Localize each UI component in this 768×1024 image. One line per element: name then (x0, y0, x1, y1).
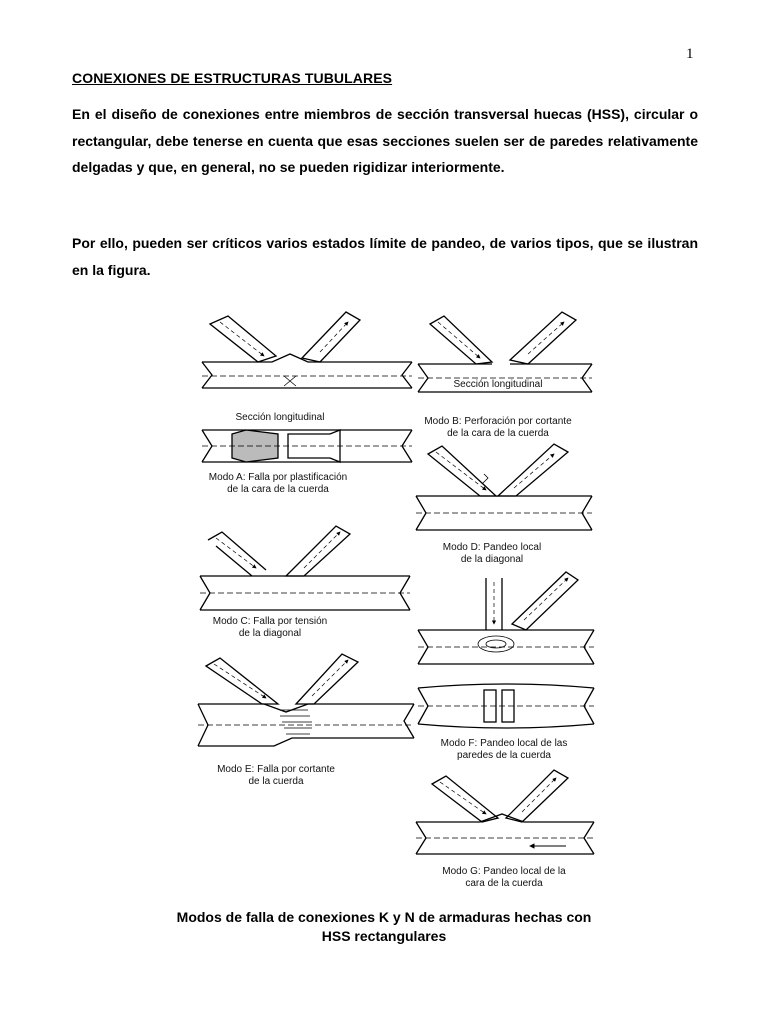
mode-d-caption-line1: Modo D: Pandeo local (442, 542, 542, 553)
mode-c-caption-line2: de la diagonal (238, 628, 302, 639)
page-number: 1 (686, 46, 694, 62)
mode-g-joint-drawing (416, 770, 594, 854)
paragraph-1: En el diseño de conexiones entre miembros de sección transversal huecas (HSS), circular o rectangular, debe tenerse en cuenta que esas secciones suelen ser de paredes relativamente delgadas y que, en general, no se pueden rigidizar interiormente. (72, 106, 698, 175)
paragraph-2: Por ello, pueden ser críticos varios estados límite de pandeo, de varios tipos, que se ilustran en la figura. (72, 235, 698, 278)
mode-a-joint-drawing (202, 312, 412, 388)
mode-f-caption-line1: Modo F: Pandeo local de las (440, 738, 568, 749)
figure-caption-line1: Modos de falla de conexiones K y N de armaduras hechas con (176, 909, 592, 925)
failure-modes-figure (180, 306, 600, 898)
mode-d-joint-drawing (416, 444, 592, 530)
mode-c-joint-drawing (200, 526, 410, 610)
mode-d-caption-line2: de la diagonal (460, 554, 524, 565)
mode-a-caption-line2: de la cara de la cuerda (227, 484, 329, 495)
mode-c-caption-line1: Modo C: Falla por tensión (212, 616, 328, 627)
figure-caption-line2: HSS rectangulares (321, 928, 447, 944)
mode-e-caption-line2: de la cuerda (248, 776, 304, 787)
mode-e-caption-line1: Modo E: Falla por cortante (217, 764, 335, 775)
mode-f-joint-drawing (418, 572, 594, 728)
figure-caption (140, 908, 628, 946)
mode-g-caption-line1: Modo G: Pandeo local de la (442, 866, 566, 877)
mode-e-joint-drawing (198, 654, 414, 746)
mode-b-caption-line1: Modo B: Perforación por cortante (424, 416, 572, 427)
mode-a-chord-plan (202, 430, 412, 462)
mode-a-caption-line1: Modo A: Falla por plastificación (208, 472, 348, 483)
mode-a-section-label: Sección longitudinal (235, 412, 325, 423)
mode-g-caption-line2: cara de la cuerda (465, 878, 543, 889)
mode-f-caption-line2: paredes de la cuerda (457, 750, 551, 761)
mode-b-section-label: Sección longitudinal (453, 379, 543, 390)
mode-b-caption-line2: de la cara de la cuerda (447, 428, 549, 439)
document-title: CONEXIONES DE ESTRUCTURAS TUBULARES (72, 70, 393, 86)
